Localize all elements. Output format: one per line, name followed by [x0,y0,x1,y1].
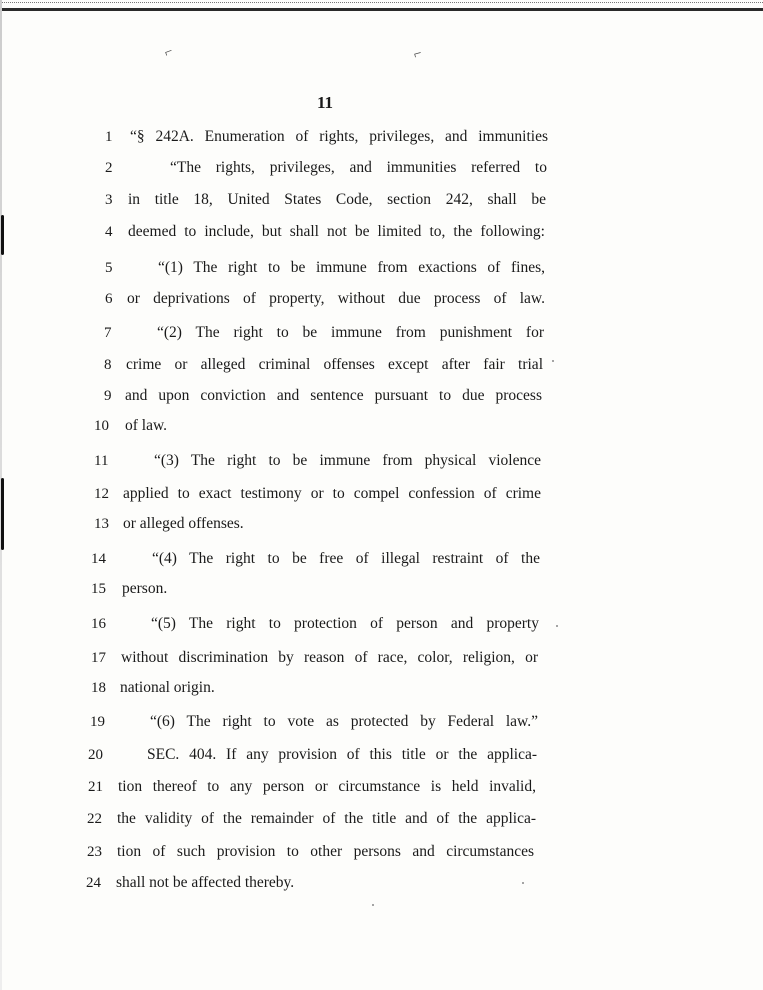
line-number: 20 [88,747,103,763]
text-line: “(6) The right to vote as protected by Federal law.” [150,713,538,730]
line-number: 7 [104,325,112,341]
text-line: and upon conviction and sentence pursuant to due process [125,387,542,404]
binding-mark [1,215,4,255]
line-number: 13 [94,516,109,532]
line-number: 1 [105,129,113,145]
speck [372,904,374,906]
text-line: of law. [125,417,168,434]
line-number: 14 [91,551,106,567]
line-number: 10 [94,418,109,434]
text-line: “(3) The right to be immune from physical violence [154,452,541,469]
text-line: shall not be affected thereby. [116,874,295,891]
text-line: “(2) The right to be immune from punishment for [157,324,544,341]
text-line: “(4) The right to be free of illegal restraint of the [152,550,540,567]
line-number: 3 [105,192,113,208]
text-line: deemed to include, but shall not be limited to, the following: [128,223,545,240]
text-line: tion of such provision to other persons and circumstances [117,843,534,860]
scan-mark-right: ⌐ [412,46,424,63]
text-line: tion thereof to any person or circumstance is held invalid, [118,778,536,795]
binding-mark [1,478,4,550]
text-line: national origin. [120,679,215,696]
speck [556,625,558,627]
text-line: “(1) The right to be immune from exactions of fines, [158,259,545,276]
line-number: 23 [87,844,102,860]
text-line: crime or alleged criminal offenses except after fair trial [126,356,543,373]
text-line: the validity of the remainder of the title and of the applica- [117,810,536,827]
line-number: 17 [91,650,106,666]
line-number: 5 [105,260,113,276]
text-line: “§ 242A. Enumeration of rights, privileges, and immunities [130,128,548,145]
top-rule [0,8,763,11]
text-line: “The rights, privileges, and immunities referred to [170,159,547,176]
line-number: 15 [91,581,106,597]
text-line: applied to exact testimony or to compel confession of crime [123,485,541,502]
line-number: 9 [104,388,112,404]
line-number: 16 [91,616,106,632]
text-line: “(5) The right to protection of person and property [151,615,539,632]
top-dotted-border [0,2,763,5]
line-number: 6 [105,291,113,307]
line-number: 18 [91,680,106,696]
text-line: or deprivations of property, without due process of law. [127,290,545,307]
line-number: 24 [86,875,101,891]
scan-mark-left: ⌐ [162,44,176,61]
text-line: person. [122,580,168,597]
line-number: 19 [90,714,105,730]
line-number: 11 [94,453,109,469]
text-line: SEC. 404. If any provision of this title or the applica- [147,746,537,763]
speck [522,882,524,884]
line-number: 8 [104,357,112,373]
text-line: or alleged offenses. [123,515,244,532]
text-line: without discrimination by reason of race, color, religion, or [121,649,538,666]
line-number: 2 [105,160,113,176]
text-line: in title 18, United States Code, section 242, shall be [128,191,546,208]
page-number: 11 [316,93,334,112]
speck [552,360,554,362]
line-number: 4 [105,224,113,240]
line-number: 22 [87,811,102,827]
line-number: 12 [94,486,109,502]
line-number: 21 [88,779,103,795]
